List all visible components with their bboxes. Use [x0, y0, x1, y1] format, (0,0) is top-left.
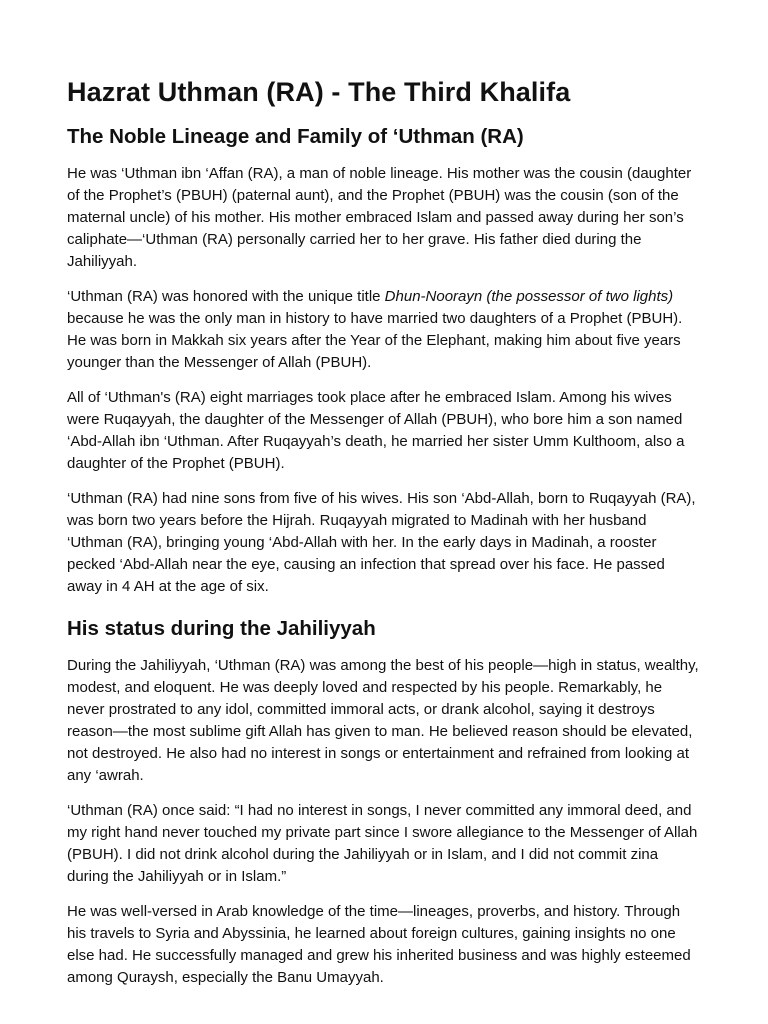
paragraph-jahiliyyah-2: ‘Uthman (RA) once said: “I had no interest in songs, I never committed any immoral deed, and my right hand never touched my private part since I swore allegiance to the Messenger of Allah (PBUH). I did not drink alcohol during the Jahiliyyah or in Islam, and I did not commit zina during the Jahiliyyah or in Islam.” — [67, 802, 698, 885]
page-title: Hazrat Uthman (RA) - The Third Khalifa — [67, 77, 571, 107]
paragraph-jahiliyyah-1: During the Jahiliyyah, ‘Uthman (RA) was among the best of his people—high in status, wealthy, modest, and eloquent. He was deeply loved and respected by his people. Remarkably, he never prostrated to any idol, committed immoral acts, or drank alcohol, saying it destroys reason—the most sublime gift Allah has given to man. He believed reason should be elevated, not destroyed. He also had no interest in songs or entertainment and refrained from looking at any ‘awrah. — [67, 657, 699, 784]
paragraph-text: because he was the only man in history to have married two daughters of a Prophet (PBUH). He was born in Makkah six years after the Year of the Elephant, making him about five years younger than the Messenger of Allah (PBUH). — [67, 310, 683, 371]
section-heading-lineage: The Noble Lineage and Family of ‘Uthman (RA) — [67, 125, 524, 148]
section-heading-jahiliyyah: His status during the Jahiliyyah — [67, 617, 376, 640]
paragraph-lineage-1: He was ‘Uthman ibn ‘Affan (RA), a man of noble lineage. His mother was the cousin (daughter of the Prophet’s (PBUH) (paternal aunt), and the Prophet (PBUH) was the cousin (son of the maternal uncle) of his mother. His mother embraced Islam and passed away during her son’s caliphate—‘Uthman (RA) personally carried her to her grave. His father died during the Jahiliyyah. — [67, 165, 692, 270]
paragraph-text: ‘Uthman (RA) was honored with the unique title — [67, 288, 385, 305]
paragraph-lineage-4: ‘Uthman (RA) had nine sons from five of his wives. His son ‘Abd-Allah, born to Ruqayyah (RA), was born two years before the Hijrah. Ruqayyah migrated to Madinah with her husband ‘Uthman (RA), bringing young ‘Abd-Allah with her. In the early days in Madinah, a rooster pecked ‘Abd-Allah near the eye, causing an infection that spread over his face. He passed away in 4 AH at the age of six. — [67, 490, 696, 595]
paragraph-lineage-2 — [67, 286, 702, 374]
title-italic: Dhun-Noorayn (the possessor of two lights) — [384, 288, 674, 305]
paragraph-lineage-3: All of ‘Uthman's (RA) eight marriages took place after he embraced Islam. Among his wives were Ruqayyah, the daughter of the Messenger of Allah (PBUH), who bore him a son named ‘Abd-Allah ibn ‘Uthman. After Ruqayyah’s death, he married her sister Umm Kulthoom, also a daughter of the Prophet (PBUH). — [67, 389, 685, 472]
paragraph-jahiliyyah-3: He was well-versed in Arab knowledge of the time—lineages, proverbs, and history. Through his travels to Syria and Abyssinia, he learned about foreign cultures, gaining insights no one else had. He successfully managed and grew his inherited business and was highly esteemed among Quraysh, especially the Banu Umayyah. — [67, 903, 691, 986]
